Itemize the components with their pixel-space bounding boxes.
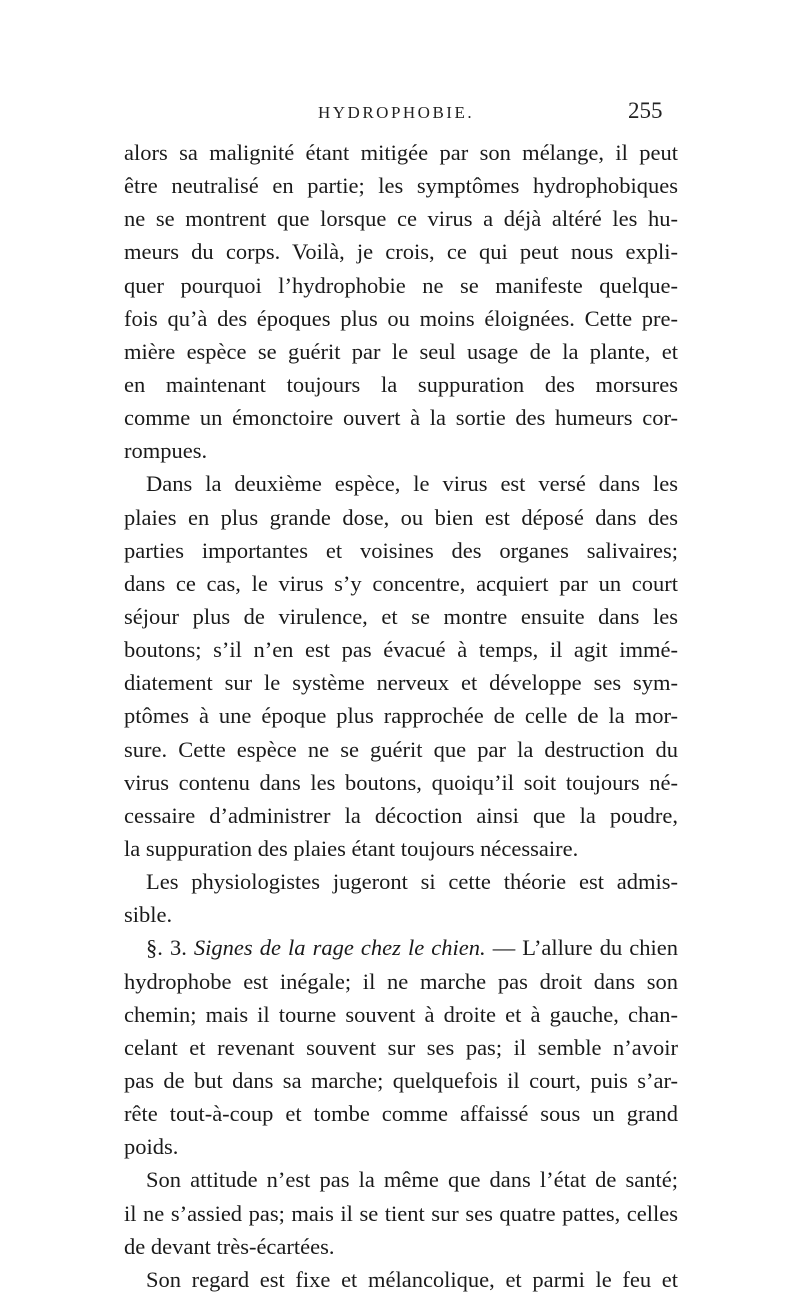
text-line: cessaire d’administrer la décoction ainsi que la poudre,: [124, 802, 678, 828]
section-lead-text: — L’allure du chien: [485, 935, 679, 961]
text-line: alors sa malignité étant mitigée par son mélange, il peut: [124, 140, 678, 165]
text-line: celant et revenant souvent sur ses pas; il semble n’avoir: [124, 1034, 678, 1060]
text-line: la suppuration des plaies étant toujours nécessaire.: [124, 835, 579, 861]
text-line: Les physiologistes jugeront si cette théorie est admis-: [146, 869, 678, 895]
text-line: parties importantes et voisines des organes salivaires;: [124, 537, 678, 563]
text-line: ne se montrent que lorsque ce virus a déjà altéré les hu-: [124, 206, 678, 232]
text-line: hydrophobe est inégale; il ne marche pas droit dans son: [124, 968, 678, 994]
text-line: fois qu’à des époques plus ou moins éloignées. Cette pre-: [124, 305, 678, 331]
text-line: dans ce cas, le virus s’y concentre, acquiert par un court: [124, 570, 678, 596]
text-line: Son attitude n’est pas la même que dans l’état de santé;: [146, 1167, 678, 1193]
text-line: quer pourquoi l’hydrophobie ne se manifeste quelque-: [124, 272, 678, 298]
text-line: il ne s’assied pas; mais il se tient sur ses quatre pattes, celles: [124, 1200, 678, 1226]
text-line: diatement sur le système nerveux et développe ses sym-: [124, 670, 678, 696]
text-line: rête tout-à-coup et tombe comme affaissé sous un grand: [124, 1101, 678, 1127]
text-line: rompues.: [124, 438, 208, 464]
running-head: HYDROPHOBIE.: [318, 103, 475, 122]
text-line: mière espèce se guérit par le seul usage de la plante, et: [124, 338, 678, 364]
text-line: plaies en plus grande dose, ou bien est déposé dans des: [124, 504, 678, 530]
text-line: chemin; mais il tourne souvent à droite et à gauche, chan-: [124, 1001, 678, 1027]
text-line: pas de but dans sa marche; quelquefois il court, puis s’ar-: [124, 1067, 678, 1093]
text-line: boutons; s’il n’en est pas évacué à temps, il agit immé-: [124, 637, 678, 663]
text-line: de devant très-écartées.: [124, 1233, 335, 1259]
text-line: Dans la deuxième espèce, le virus est versé dans les: [146, 471, 678, 497]
page-number: 255: [628, 98, 663, 123]
text-line: en maintenant toujours la suppuration des morsures: [124, 371, 678, 397]
text-line: sible.: [124, 902, 173, 928]
text-line: ptômes à une époque plus rapprochée de celle de la mor-: [124, 703, 678, 729]
text-line: sure. Cette espèce ne se guérit que par la destruction du: [124, 736, 678, 762]
text-line: séjour plus de virulence, et se montre ensuite dans les: [124, 603, 678, 629]
section-title: Signes de la rage chez le chien.: [193, 935, 486, 961]
text-line: Son regard est fixe et mélancolique, et parmi le feu et: [146, 1266, 678, 1292]
section-number: §. 3.: [146, 935, 187, 961]
text-line: virus contenu dans les boutons, quoiqu’il soit toujours né-: [124, 769, 678, 795]
section-heading-line: [124, 931, 678, 964]
text-line: comme un émonctoire ouvert à la sortie des humeurs cor-: [124, 405, 678, 431]
body-text: [124, 136, 678, 1296]
text-line: poids.: [124, 1134, 179, 1160]
text-line: être neutralisé en partie; les symptômes hydrophobiques: [124, 173, 678, 199]
text-line: meurs du corps. Voilà, je crois, ce qui peut nous expli-: [124, 239, 678, 265]
